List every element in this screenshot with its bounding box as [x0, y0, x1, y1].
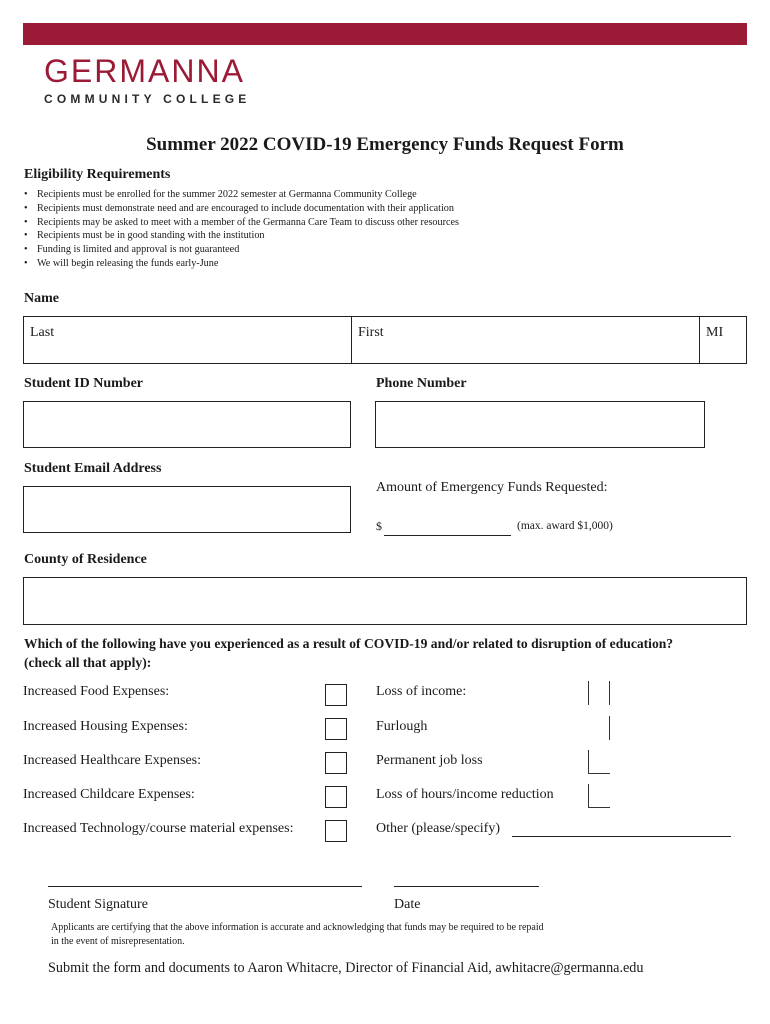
- question-subtext: (check all that apply):: [24, 655, 152, 670]
- certification-text: [51, 921, 651, 949]
- option-healthcare-label: Increased Healthcare Expenses:: [23, 753, 202, 768]
- option-food-checkbox[interactable]: [325, 684, 347, 706]
- option-furlough-label: Furlough: [376, 719, 428, 734]
- form-title: Summer 2022 COVID-19 Emergency Funds Request Form: [146, 134, 624, 155]
- signature-line[interactable]: [48, 872, 362, 887]
- option-food-label: Increased Food Expenses:: [23, 684, 170, 699]
- option-childcare-checkbox[interactable]: [325, 786, 347, 808]
- list-item: • Recipients must be in good standing with the institution: [24, 229, 459, 243]
- list-item: • Funding is limited and approval is not guaranteed: [24, 243, 459, 257]
- logo-wordmark: GERMANNA: [44, 53, 245, 89]
- name-heading: Name: [24, 291, 59, 306]
- last-name-field[interactable]: [24, 317, 352, 363]
- amount-input[interactable]: [384, 521, 511, 536]
- date-label: Date: [394, 897, 421, 912]
- option-housing-checkbox[interactable]: [325, 718, 347, 740]
- phone-label: Phone Number: [376, 376, 467, 391]
- certification-line-2: in the event of misrepresentation.: [51, 936, 185, 947]
- county-input[interactable]: [23, 577, 747, 625]
- list-item: • Recipients must demonstrate need and are encouraged to include documentation with their application: [24, 202, 459, 216]
- logo-subtitle: COMMUNITY COLLEGE: [44, 92, 251, 106]
- option-loss-income-label: Loss of income:: [376, 684, 467, 699]
- option-housing-label: Increased Housing Expenses:: [23, 719, 188, 734]
- option-hours-reduction-checkbox[interactable]: [588, 784, 610, 808]
- county-label: County of Residence: [24, 552, 147, 567]
- option-hours-reduction-label: Loss of hours/income reduction: [376, 787, 554, 802]
- list-item: • Recipients may be asked to meet with a member of the Germanna Care Team to discuss other resources: [24, 216, 459, 230]
- certification-line-1: Applicants are certifying that the above information is accurate and acknowledging that funds may be required to be repaid: [51, 922, 544, 933]
- option-technology-label: Increased Technology/course material expenses:: [23, 821, 294, 836]
- email-label: Student Email Address: [24, 461, 162, 476]
- option-job-loss-checkbox[interactable]: [588, 750, 610, 774]
- first-name-field[interactable]: [352, 317, 700, 363]
- last-name-label: Last: [30, 325, 55, 340]
- option-other-label: Other (please/specify): [376, 821, 500, 836]
- list-item: • Recipients must be enrolled for the summer 2022 semester at Germanna Community College: [24, 188, 459, 202]
- option-technology-checkbox[interactable]: [325, 820, 347, 842]
- eligibility-list: [24, 188, 459, 271]
- option-job-loss-label: Permanent job loss: [376, 753, 483, 768]
- email-input[interactable]: [23, 486, 351, 533]
- phone-input[interactable]: [375, 401, 705, 448]
- name-field-group: [23, 316, 747, 364]
- student-id-input[interactable]: [23, 401, 351, 448]
- option-furlough-checkbox[interactable]: [588, 716, 610, 740]
- signature-label: Student Signature: [48, 897, 148, 912]
- question-text: Which of the following have you experienced as a result of COVID-19 and/or related to disruption of education?: [24, 636, 674, 651]
- amount-note: (max. award $1,000): [517, 520, 613, 532]
- mi-label: MI: [706, 325, 724, 340]
- option-healthcare-checkbox[interactable]: [325, 752, 347, 774]
- header-bar: [23, 23, 747, 45]
- amount-label: Amount of Emergency Funds Requested:: [376, 480, 608, 495]
- eligibility-heading: Eligibility Requirements: [24, 167, 171, 182]
- option-childcare-label: Increased Childcare Expenses:: [23, 787, 195, 802]
- list-item: • We will begin releasing the funds early-June: [24, 257, 459, 271]
- currency-symbol: $: [376, 519, 382, 533]
- date-line[interactable]: [394, 872, 539, 887]
- submit-instructions: Submit the form and documents to Aaron Whitacre, Director of Financial Aid, awhitacre@germanna.edu: [48, 960, 644, 976]
- middle-initial-field[interactable]: [700, 317, 746, 363]
- student-id-label: Student ID Number: [24, 376, 144, 391]
- first-name-label: First: [358, 325, 384, 340]
- option-other-input[interactable]: [512, 822, 731, 837]
- option-loss-income-checkbox[interactable]: [588, 681, 610, 705]
